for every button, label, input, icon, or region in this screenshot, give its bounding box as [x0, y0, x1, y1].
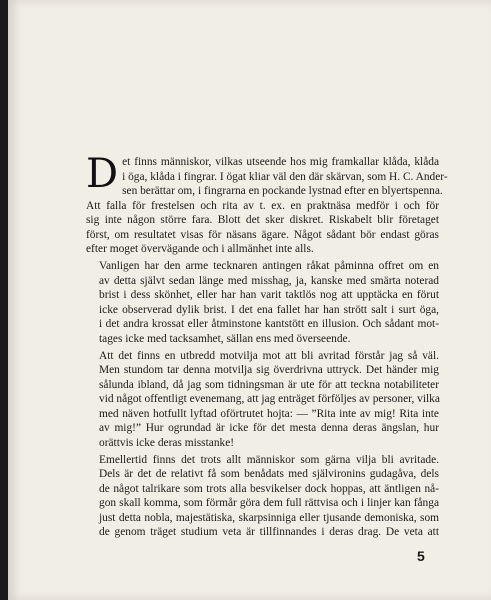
paragraph-3	[86, 349, 439, 451]
book-page	[8, 0, 491, 600]
drop-cap: D	[86, 151, 119, 197]
text-line: av detta självt sedan länge med misshag, ja, kanske med smärta noterad	[99, 274, 439, 287]
text-line: sålunda ibland, då jag som tidningsman är ute för att teckna notabiliteter	[99, 378, 439, 391]
text-line: vid något offentligt evenemang, att jag enträget förföljes av personer, vilka	[99, 393, 440, 405]
text-line: i det andra krossat eller åtminstone kantstött en illusion. Och sådant mot-	[99, 318, 439, 330]
text-line: tages icke med tacksamhet, sällan ens med överseende.	[99, 332, 351, 345]
text-line: Dels är det de relativt få som benådats med självironins gudagåva, dels	[99, 468, 439, 480]
text-line: av mig!” Hur ogrundad är icke för det mesta denna deras ängslan, hur	[99, 422, 439, 434]
page-number: 5	[417, 548, 425, 564]
paragraph-2	[86, 259, 439, 346]
body-text	[86, 151, 448, 542]
text-line: de något talrikare som trots alla besvikelser dock hoppas, att äntligen nå-	[99, 482, 439, 495]
text-line: orättvis icke deras misstanke!	[99, 436, 235, 449]
text-line: de genom träget studium veta är tillfinnandes i deras drag. De veta att	[99, 526, 439, 538]
text-line: Att falla för frestelsen och rita av t. ex. en praktnäsa medför i och för	[86, 199, 439, 212]
text-line: icke observerad dylik brist. I det ena fallet har han strött salt i surt öga,	[99, 303, 439, 316]
text-line: Att det finns en utbredd motvilja mot att bli avritad förstår jag så väl.	[99, 349, 439, 362]
text-line: gon skall komma, som förmår göra dem full rättvisa och i linjer kan fånga	[99, 497, 439, 509]
text-line: efter moget övervägande och i allmänhet inte alls.	[86, 243, 314, 255]
text-line: Men stundom tar denna motvilja sig överdrivna uttryck. Det händer mig	[99, 364, 439, 376]
text-line: sig inte någon större fara. Blott det sker diskret. Riskabelt blir företaget	[86, 214, 439, 226]
text-line: et finns människor, vilkas utseende hos mig framkallar klåda, klåda	[122, 156, 439, 168]
text-line: med näven hotfullt lyftad oförtrutet hojta: — ”Rita inte av mig! Rita inte	[99, 407, 439, 420]
paragraph-4	[86, 453, 439, 540]
text-line: i öga, klåda i fingrar. I ögat kliar väl den där skärvan, som H. C. Ander-	[122, 170, 448, 183]
text-line: Emellertid finns det trots allt människor som gärna vilja bli avritade.	[99, 453, 439, 466]
text-line: Vanligen har den arme tecknaren antingen råkat påminna offret om en	[99, 260, 439, 272]
text-line: just detta nobla, majestätiska, skarpsinniga eller tjusande demoniska, som	[99, 511, 439, 524]
text-line: först, om resultatet visas för näsans ägare. Något sådant bör endast göras	[86, 228, 439, 241]
text-line: brist i dess skönhet, eller har han varit taktlös nog att upptäcka en förut	[99, 289, 439, 301]
paragraph-1	[86, 151, 448, 257]
text-line: sen berättar om, i fingrarna en pockande lystnad efter en blyertspenna.	[122, 185, 443, 197]
